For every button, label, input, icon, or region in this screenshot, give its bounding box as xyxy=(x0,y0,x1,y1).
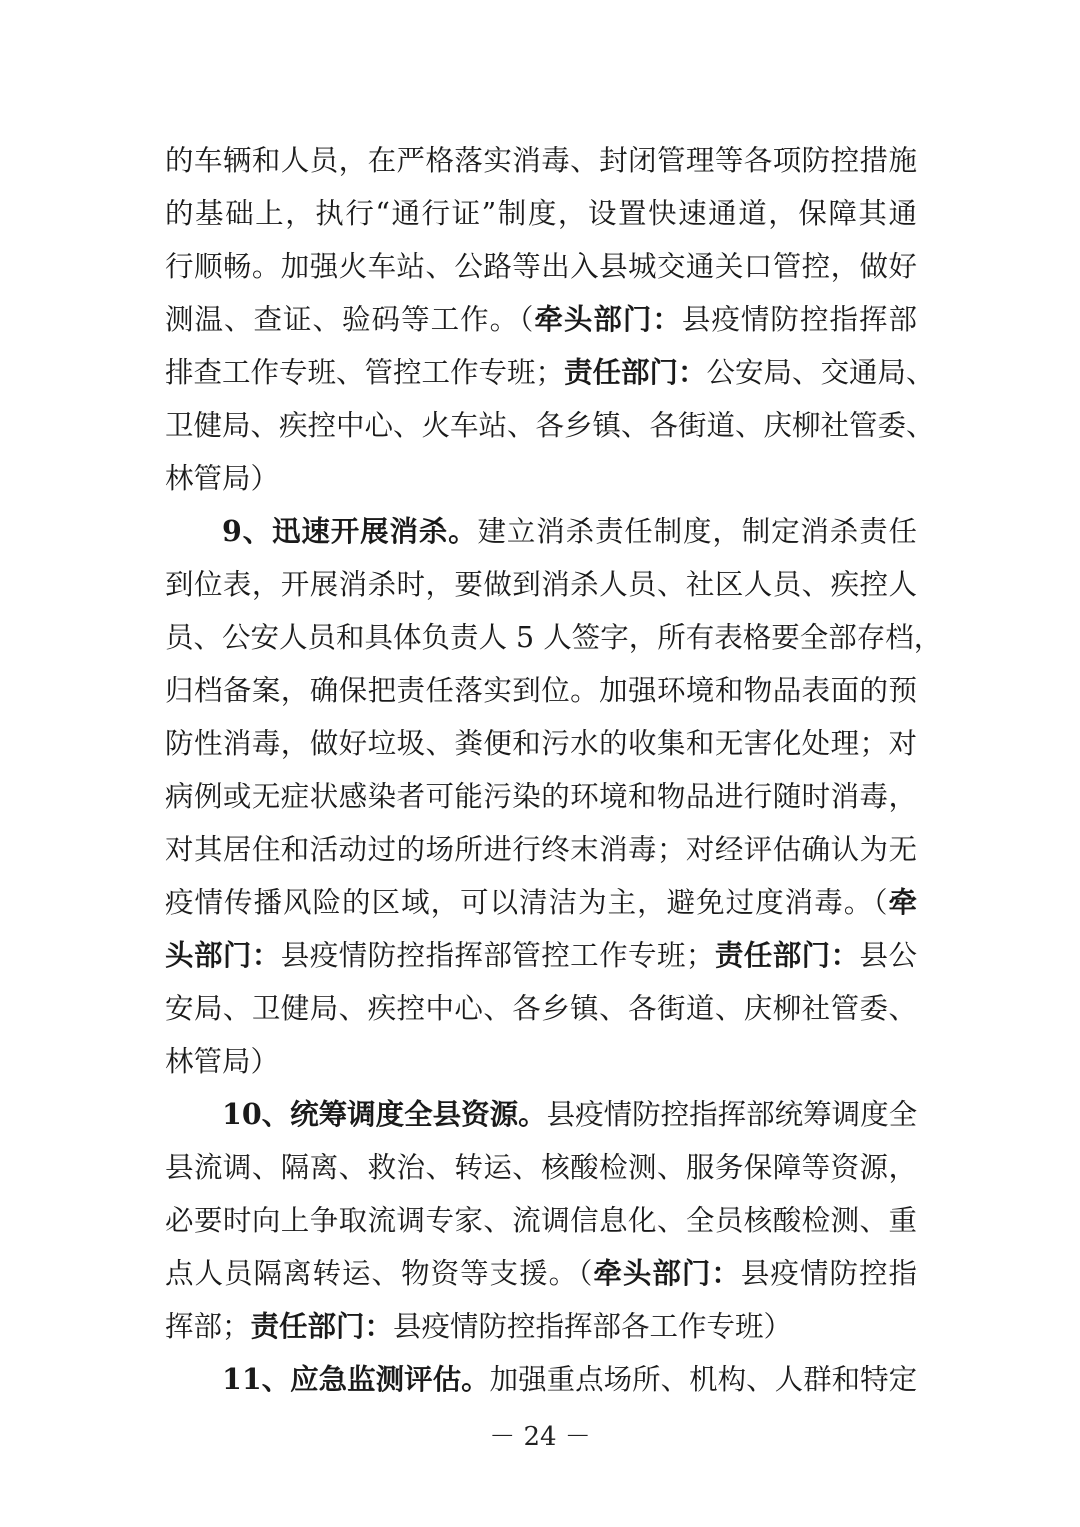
lead-department-label: 牵头部门： xyxy=(593,1256,741,1290)
text-line: 防性消毒，做好垃圾、粪便和污水的收集和无害化处理；对 xyxy=(165,727,917,760)
responsible-department-label: 责任部门： xyxy=(250,1309,394,1343)
lead-department-label: 头部门： xyxy=(165,938,281,972)
text-line: 对其居住和活动过的场所进行终末消毒；对经评估确认为无 xyxy=(165,833,917,866)
section-heading: 11、应急监测评估。 xyxy=(222,1362,490,1396)
text-line xyxy=(165,1353,917,1406)
paragraph-9 xyxy=(165,505,943,1088)
text-run: 建立消杀责任制度，制定消杀责任 xyxy=(477,515,917,548)
text-run: 县疫情防控指挥部 xyxy=(681,303,917,336)
text-run: 县公 xyxy=(859,939,917,972)
text-line: 的基础上，执行“通行证”制度，设置快速通道，保障其通 xyxy=(165,197,917,230)
text-run: 排查工作专班、管控工作专班； xyxy=(165,356,565,389)
text-line: 病例或无症状感染者可能污染的环境和物品进行随时消毒， xyxy=(165,780,917,813)
text-line xyxy=(165,1300,917,1353)
text-line xyxy=(165,1247,917,1300)
paragraph-11 xyxy=(165,1353,917,1406)
text-line: 卫健局、疾控中心、火车站、各乡镇、各街道、庆柳社管委、 xyxy=(165,409,935,442)
text-line: 林管局） xyxy=(165,462,280,495)
text-run: 测温、查证、验码等工作。（ xyxy=(165,303,535,336)
text-line: 归档备案，确保把责任落实到位。加强环境和物品表面的预 xyxy=(165,674,917,707)
lead-department-label: 牵头部门： xyxy=(534,302,682,336)
text-run: 县疫情防控指挥部管控工作专班； xyxy=(280,939,715,972)
text-line: 县流调、隔离、救治、转运、核酸检测、服务保障等资源， xyxy=(165,1151,917,1184)
text-line: 到位表，开展消杀时，要做到消杀人员、社区人员、疾控人 xyxy=(165,568,917,601)
paragraph-8-continuation xyxy=(165,134,935,505)
paragraph-10 xyxy=(165,1088,917,1353)
text-line: 林管局） xyxy=(165,1045,280,1078)
section-heading: 9、迅速开展消杀。 xyxy=(222,514,478,548)
text-line xyxy=(165,346,935,399)
text-line xyxy=(165,1088,917,1141)
text-run: 疫情传播风险的区域，可以清洁为主，避免过度消毒。（ xyxy=(165,886,889,919)
text-run: 县疫情防控指挥部各工作专班） xyxy=(393,1310,793,1343)
responsible-department-label: 责任部门： xyxy=(564,355,707,389)
lead-department-label: 牵 xyxy=(888,885,917,919)
text-run: 挥部； xyxy=(165,1310,251,1343)
text-line: 的车辆和人员，在严格落实消毒、封闭管理等各项防控措施 xyxy=(165,144,917,177)
text-line xyxy=(165,876,917,929)
text-run: 点人员隔离转运、物资等支援。（ xyxy=(165,1257,594,1290)
text-line xyxy=(165,293,917,346)
text-run: 公安局、交通局、 xyxy=(706,356,935,389)
text-line: 员、公安人员和具体负责人 5 人签字，所有表格要全部存档， xyxy=(165,621,943,654)
section-heading: 10、统筹调度全县资源。 xyxy=(222,1097,547,1131)
text-run: 县疫情防控指 xyxy=(740,1257,917,1290)
text-line: 必要时向上争取流调专家、流调信息化、全员核酸检测、重 xyxy=(165,1204,917,1237)
text-line: 行顺畅。加强火车站、公路等出入县城交通关口管控，做好 xyxy=(165,250,917,283)
text-line xyxy=(165,929,917,982)
document-body xyxy=(165,134,943,1406)
responsible-department-label: 责任部门： xyxy=(714,938,860,972)
text-run: 加强重点场所、机构、人群和特定 xyxy=(489,1363,918,1396)
text-line: 安局、卫健局、疾控中心、各乡镇、各街道、庆柳社管委、 xyxy=(165,992,917,1025)
text-line xyxy=(165,505,917,558)
text-run: 县疫情防控指挥部统筹调度全 xyxy=(546,1098,918,1131)
page-number: － 24 － xyxy=(489,1422,591,1452)
